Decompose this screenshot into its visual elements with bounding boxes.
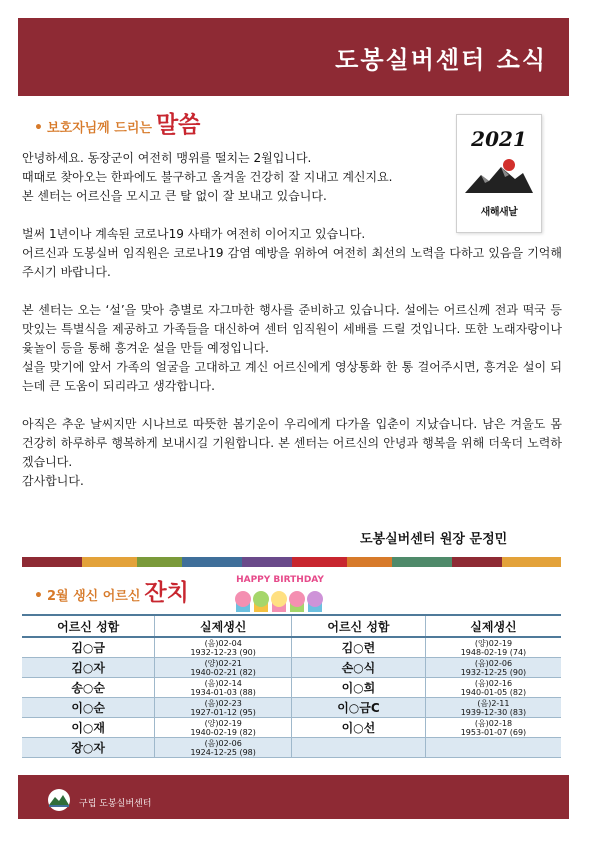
- senior-name: 김○금: [22, 637, 155, 658]
- senior-name: 이○순: [22, 698, 155, 718]
- birthday-date-line1: (음)02-14: [204, 678, 242, 688]
- color-divider: [22, 557, 561, 567]
- table-row: [22, 718, 561, 738]
- letter-line: 안녕하세요. 동장군이 여전히 맹위를 떨치는 2월입니다.: [22, 151, 312, 165]
- birthday-table: [22, 614, 561, 758]
- birthday-date: [425, 718, 561, 738]
- letter-line: 감사합니다.: [22, 474, 84, 488]
- table-row: [22, 637, 561, 658]
- birthday-date: [425, 658, 561, 678]
- letter-body: [22, 149, 562, 491]
- paragraph-gap: [22, 282, 562, 301]
- letter-line: 아직은 추운 날씨지만 시나브로 따뜻한 봄기운이 우리에게 다가올 입춘이 지났습니다. 남은 겨울도 몸 건강히 하루하루 행복하게 보내시길 기원합니다. 본 센터는 어르신의 안녕과 행복을 위해 더욱더 노력하겠습니다.: [22, 417, 562, 469]
- birthday-date: [425, 698, 561, 718]
- letter-line: 본 센터는 오는 ‘설’을 맞아 층별로 자그마한 행사를 준비하고 있습니다. 설에는 어르신께 전과 떡국 등 맛있는 특별식을 제공하고 가족들을 대신하여 센터 임직원이 세배를 드릴 것입니다. 또한 노래자랑이나 윷놀이 등을 통해 흥겨운 설을 만들 예정입니다.: [22, 303, 562, 355]
- birthday-date-line2: 1953-01-07 (69): [460, 727, 527, 737]
- header-date-2: 실제생신: [425, 615, 561, 637]
- senior-name: 이○선: [291, 718, 425, 738]
- section-birthday-title: [34, 574, 189, 607]
- birthday-date-line2: 1940-02-21 (82): [190, 667, 256, 677]
- section-greeting-title: [34, 106, 200, 139]
- paragraph-gap: [22, 206, 562, 225]
- birthday-date-line2: 1948-02-19 (74): [460, 647, 527, 657]
- mountain-logo-icon: [44, 788, 74, 812]
- bullet-icon: •: [34, 120, 43, 136]
- header-bar: [18, 18, 569, 96]
- section-birthday-prefix: 2월 생신 어르신: [46, 589, 141, 604]
- birthday-date-line1: (양)02-19: [474, 638, 513, 648]
- card-year: 2021: [471, 127, 527, 151]
- birthday-date-line2: 1924-12-25 (98): [190, 747, 256, 757]
- happy-birthday-badge: HAPPY BIRTHDAY: [236, 575, 324, 585]
- birthday-date-line2: 1932-12-23 (90): [190, 647, 256, 657]
- birthday-date-line2: 1932-12-25 (90): [460, 667, 527, 677]
- birthday-date-line1: (음)02-06: [204, 738, 242, 748]
- birthday-date-line2: 1940-02-19 (82): [190, 727, 256, 737]
- birthday-date-line1: (양)02-19: [204, 718, 242, 728]
- letter-line: 때때로 찾아오는 한파에도 불구하고 올겨울 건강히 잘 지내고 계신지요.: [22, 170, 393, 184]
- letter-line: 본 센터는 어르신을 모시고 큰 탈 없이 잘 보내고 있습니다.: [22, 189, 327, 203]
- senior-name: 이○희: [291, 678, 425, 698]
- birthday-date: [155, 718, 292, 738]
- senior-name: 송○순: [22, 678, 155, 698]
- birthday-date-line1: (음)2-11: [477, 698, 510, 708]
- birthday-date: [155, 658, 292, 678]
- birthday-date: [155, 637, 292, 658]
- table-header-row: [22, 615, 561, 637]
- birthday-date-line2: 1934-01-03 (88): [190, 687, 256, 697]
- birthday-date: [155, 698, 292, 718]
- senior-name: 이○금C: [291, 698, 425, 718]
- senior-name: 김○련: [291, 637, 425, 658]
- birthday-date: [425, 637, 561, 658]
- letter-line: 벌써 1년이나 계속된 코로나19 사태가 여전히 이어지고 있습니다.: [22, 227, 366, 241]
- letter-line: 설을 맞기에 앞서 가족의 얼굴을 고대하고 계신 어르신에게 영상통화 한 통 걸어주시면, 흥겨운 설이 되는데 큰 도움이 되리라고 생각합니다.: [22, 360, 562, 393]
- header-name-2: 어르신 성함: [291, 615, 425, 637]
- senior-name: 장○자: [22, 738, 155, 758]
- letter-line: 어르신과 도봉실버 임직원은 코로나19 감염 예방을 위하여 여전히 최선의 노력을 다하고 있음을 기억해 주시기 바랍니다.: [22, 246, 562, 279]
- birthday-date-line1: (음)02-06: [474, 658, 513, 668]
- senior-name: 김○자: [22, 658, 155, 678]
- paragraph-gap: [22, 396, 562, 415]
- senior-name: 손○식: [291, 658, 425, 678]
- table-row: [22, 738, 561, 758]
- birthday-date-line1: (음)02-16: [474, 678, 513, 688]
- table-row: [22, 678, 561, 698]
- birthday-date: [155, 738, 292, 758]
- header-date-1: 실제생신: [155, 615, 292, 637]
- table-row: [22, 698, 561, 718]
- card-text: 새해새날: [480, 207, 518, 218]
- table-row: [22, 658, 561, 678]
- senior-name: 이○재: [22, 718, 155, 738]
- signature: 도봉실버센터 원장 문정민: [360, 532, 508, 547]
- birthday-date-line1: (양)02-21: [204, 658, 242, 668]
- bullet-icon: •: [34, 588, 43, 604]
- birthday-date: [425, 738, 561, 758]
- section-greeting-emphasis: 말씀: [155, 112, 201, 138]
- birthday-date-line2: 1939-12-30 (83): [460, 707, 527, 717]
- section-greeting-prefix: 보호자님께 드리는: [46, 121, 152, 136]
- section-birthday-emphasis: 잔치: [144, 580, 189, 606]
- senior-name: [291, 738, 425, 758]
- birthday-date-line1: (음)02-18: [474, 718, 513, 728]
- birthday-date: [425, 678, 561, 698]
- birthday-date-line1: (음)02-23: [204, 698, 242, 708]
- birthday-date-line1: (음)02-04: [204, 638, 242, 648]
- footer-org-name: 구립 도봉실버센터: [79, 799, 152, 809]
- birthday-date-line2: 1927-01-12 (95): [190, 707, 256, 717]
- birthday-date: [155, 678, 292, 698]
- birthday-date-line2: 1940-01-05 (82): [460, 687, 527, 697]
- newsletter-title: 도봉실버센터 소식: [335, 46, 547, 74]
- header-name-1: 어르신 성함: [22, 615, 155, 637]
